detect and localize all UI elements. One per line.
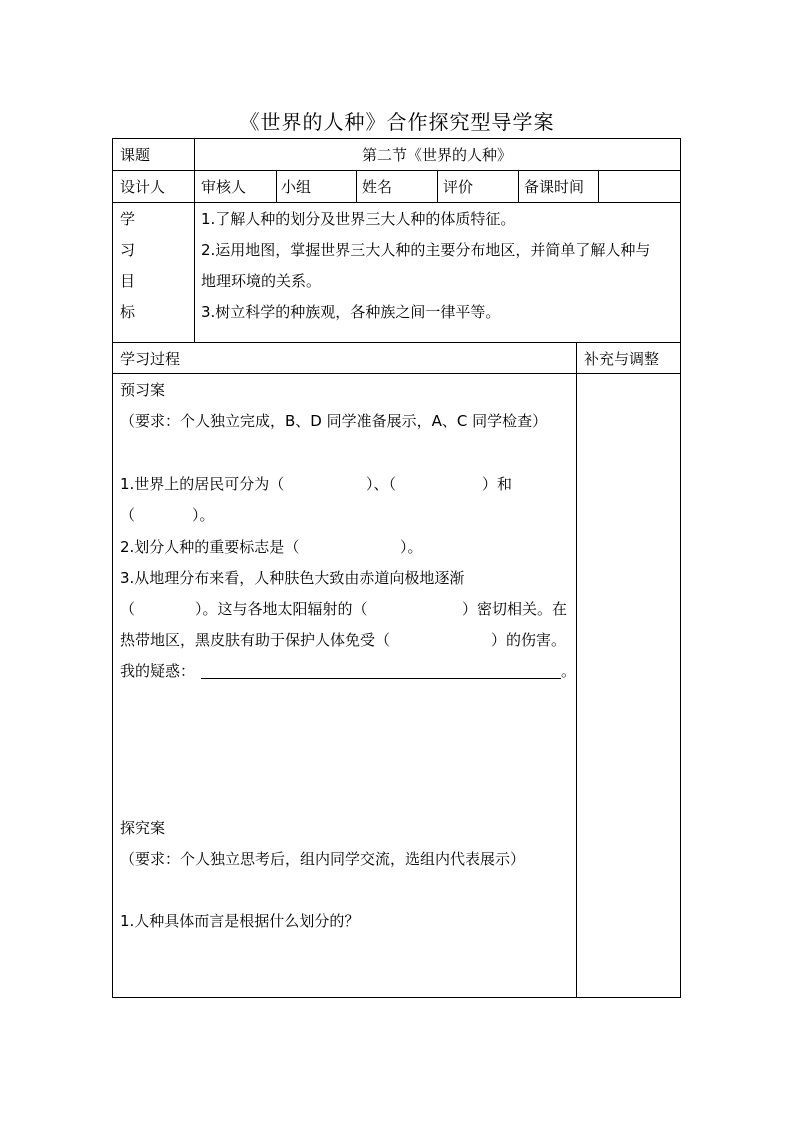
question-3-part: （ [120,600,136,618]
name-label: 姓名 [362,178,393,196]
doubt-end: 。 [561,662,577,680]
question-1-part: ）和 [482,475,513,493]
objectives-label-char: 标 [120,303,136,321]
topic-label: 课题 [120,146,151,164]
doubt-label: 我的疑惑： [120,662,196,680]
question-1-part: （ [120,506,136,524]
question-3-part: 3.从地理分布来看，人种肤色大致由赤道向极地逐渐 [120,569,465,587]
objective-line: 2.运用地图，掌握世界三大人种的主要分布地区，并简单了解人种与 [201,241,651,259]
evaluation-label: 评价 [443,178,474,196]
explore-heading: 探究案 [120,819,166,837]
explore-requirement: （要求：个人独立思考后，组内同学交流，选组内代表展示） [120,850,526,868]
reviewer-label: 审核人 [201,178,247,196]
explore-question-1: 1.人种具体而言是根据什么划分的？ [120,912,360,930]
page-title: 《世界的人种》合作探究型导学案 [239,110,555,134]
objective-line: 1.了解人种的划分及世界三大人种的体质特征。 [201,210,516,228]
process-header: 学习过程 [120,350,181,368]
topic-value: 第二节《世界的人种》 [361,146,512,164]
preview-requirement: （要求：个人独立完成，B、D 同学准备展示，A、C 同学检查） [120,412,548,430]
question-1-part: 1.世界上的居民可分为（ [120,475,285,493]
objective-line: 3.树立科学的种族观，各种族之间一律平等。 [201,303,501,321]
doubt-answer-line[interactable] [201,678,561,679]
objectives-label-char: 习 [120,241,136,259]
question-3-part: ）的伤害。 [491,631,567,649]
side-header: 补充与调整 [584,350,660,368]
objective-line: 地理环境的关系。 [201,272,322,290]
question-1-part: ）。 [192,506,215,524]
objectives-label-char: 目 [120,272,136,290]
preview-heading: 预习案 [120,381,166,399]
question-3-part: 热带地区，黑皮肤有助于保护人体免受（ [120,631,391,649]
question-2-part: 2.划分人种的重要标志是（ [120,538,300,556]
designer-label: 设计人 [120,178,166,196]
objectives-label-char: 学 [120,210,136,228]
prep-time-label: 备课时间 [524,178,585,196]
question-1-part: ）、（ [366,475,397,493]
question-3-part: ）。这与各地太阳辐射的（ [195,600,368,618]
question-3-part: ）密切相关。在 [462,600,568,618]
question-2-part: ）。 [400,538,423,556]
group-label: 小组 [281,178,312,196]
